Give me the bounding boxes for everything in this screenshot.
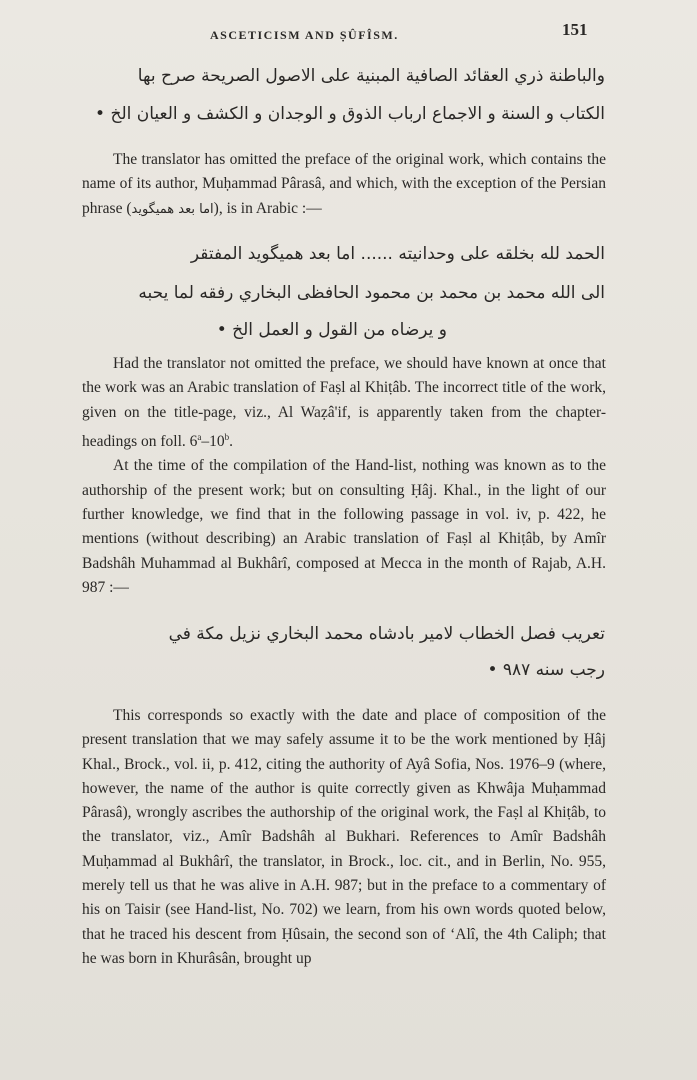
paragraph xyxy=(82,352,606,600)
arabic-quote-line: و يرضاه من القول و العمل الخ • xyxy=(216,320,447,340)
paragraph-text: Had the translator not omitted the preface, we should have known at once that the work was an Arabic translation of Faṣl al Khiṭâb. The incorrect title of the work, given on the title-page, viz., Al Waẓâ'if, is apparently taken from the chapter-headings on foll. 6 xyxy=(82,355,606,451)
arabic-quote-line: الحمد لله بخلقه على وحدانيته ...... اما بعد هميگويد المفتقر xyxy=(190,244,605,264)
paragraph-text: ), is in Arabic :— xyxy=(213,199,322,217)
paragraph-text: The translator has omitted the preface of the original work, which contains the name of its author, Muḥammad Pârasâ, and which, with the exception of the Persian phrase ( xyxy=(82,151,606,217)
arabic-quote-line: والباطنة ذري العقائد الصافية المبنية على الاصول الصريحة صرح بها xyxy=(137,66,605,86)
arabic-quote-line: الى الله محمد بن محمد بن محمود الحافظى البخاري رفقه لما يحبه xyxy=(138,283,605,303)
persian-phrase: اما بعد هميگويد xyxy=(131,201,214,217)
paragraph-text: . xyxy=(229,433,233,451)
arabic-quote-line: تعريب فصل الخطاب لامير بادشاه محمد البخاري نزيل مكة في xyxy=(168,624,605,644)
arabic-quote-line: رجب سنه ٩٨٧ • xyxy=(487,660,605,680)
paragraph xyxy=(82,704,606,971)
running-head: ASCETICISM AND ṢÛFÎSM. xyxy=(210,28,399,42)
superscript: a xyxy=(197,431,202,442)
superscript: b xyxy=(224,431,230,442)
paragraph-text: At the time of the compilation of the Hand-list, nothing was known as to the authorship of the present work; but on consulting Ḥâj. Khal., in the light of our further knowledge, we find that in the following passage in vol. iv, p. 422, he mentions (without describing) an Arabic translation of Faṣl al Khiṭâb, by Amîr Badshâh Muhammad al Bukhârî, composed at Mecca in the month of Rajab, A.H. 987 :— xyxy=(82,457,606,596)
paragraph xyxy=(82,148,606,222)
arabic-quote-line: الكتاب و السنة و الاجماع ارباب الذوق و الوجدان و الكشف و العيان الخ • xyxy=(95,104,605,124)
paragraph-text: –10 xyxy=(201,433,225,451)
page-number: 151 xyxy=(562,20,588,39)
paragraph-text: This corresponds so exactly with the date and place of composition of the present translation that we may safely assume it to be the work mentioned by Ḥâj Khal., Brock., vol. ii, p. 412, citing the authority of Ayâ Sofia, Nos. 1976–9 (where, however, the name of the author is quite correctly given as Khwâja Muḥammad Pârasâ), wrongly ascribes the authorship of the original work, the Faṣl al Khiṭâb, to the translator, viz., Amîr Badshâh al Bukhari. References to Amîr Badshâh Muḥammad al Bukhârî, the translator, in Brock., loc. cit., and in Berlin, No. 955, merely tell us that he was alive in A.H. 987; but in the preface to a commentary of his on Taisir (see Hand-list, No. 702) we learn, from his own words quoted below, that he traced his descent from Ḥûsain, the second son of ‘Alî, the 4th Caliph; that he was born in Khurâsân, brought up xyxy=(82,707,606,967)
